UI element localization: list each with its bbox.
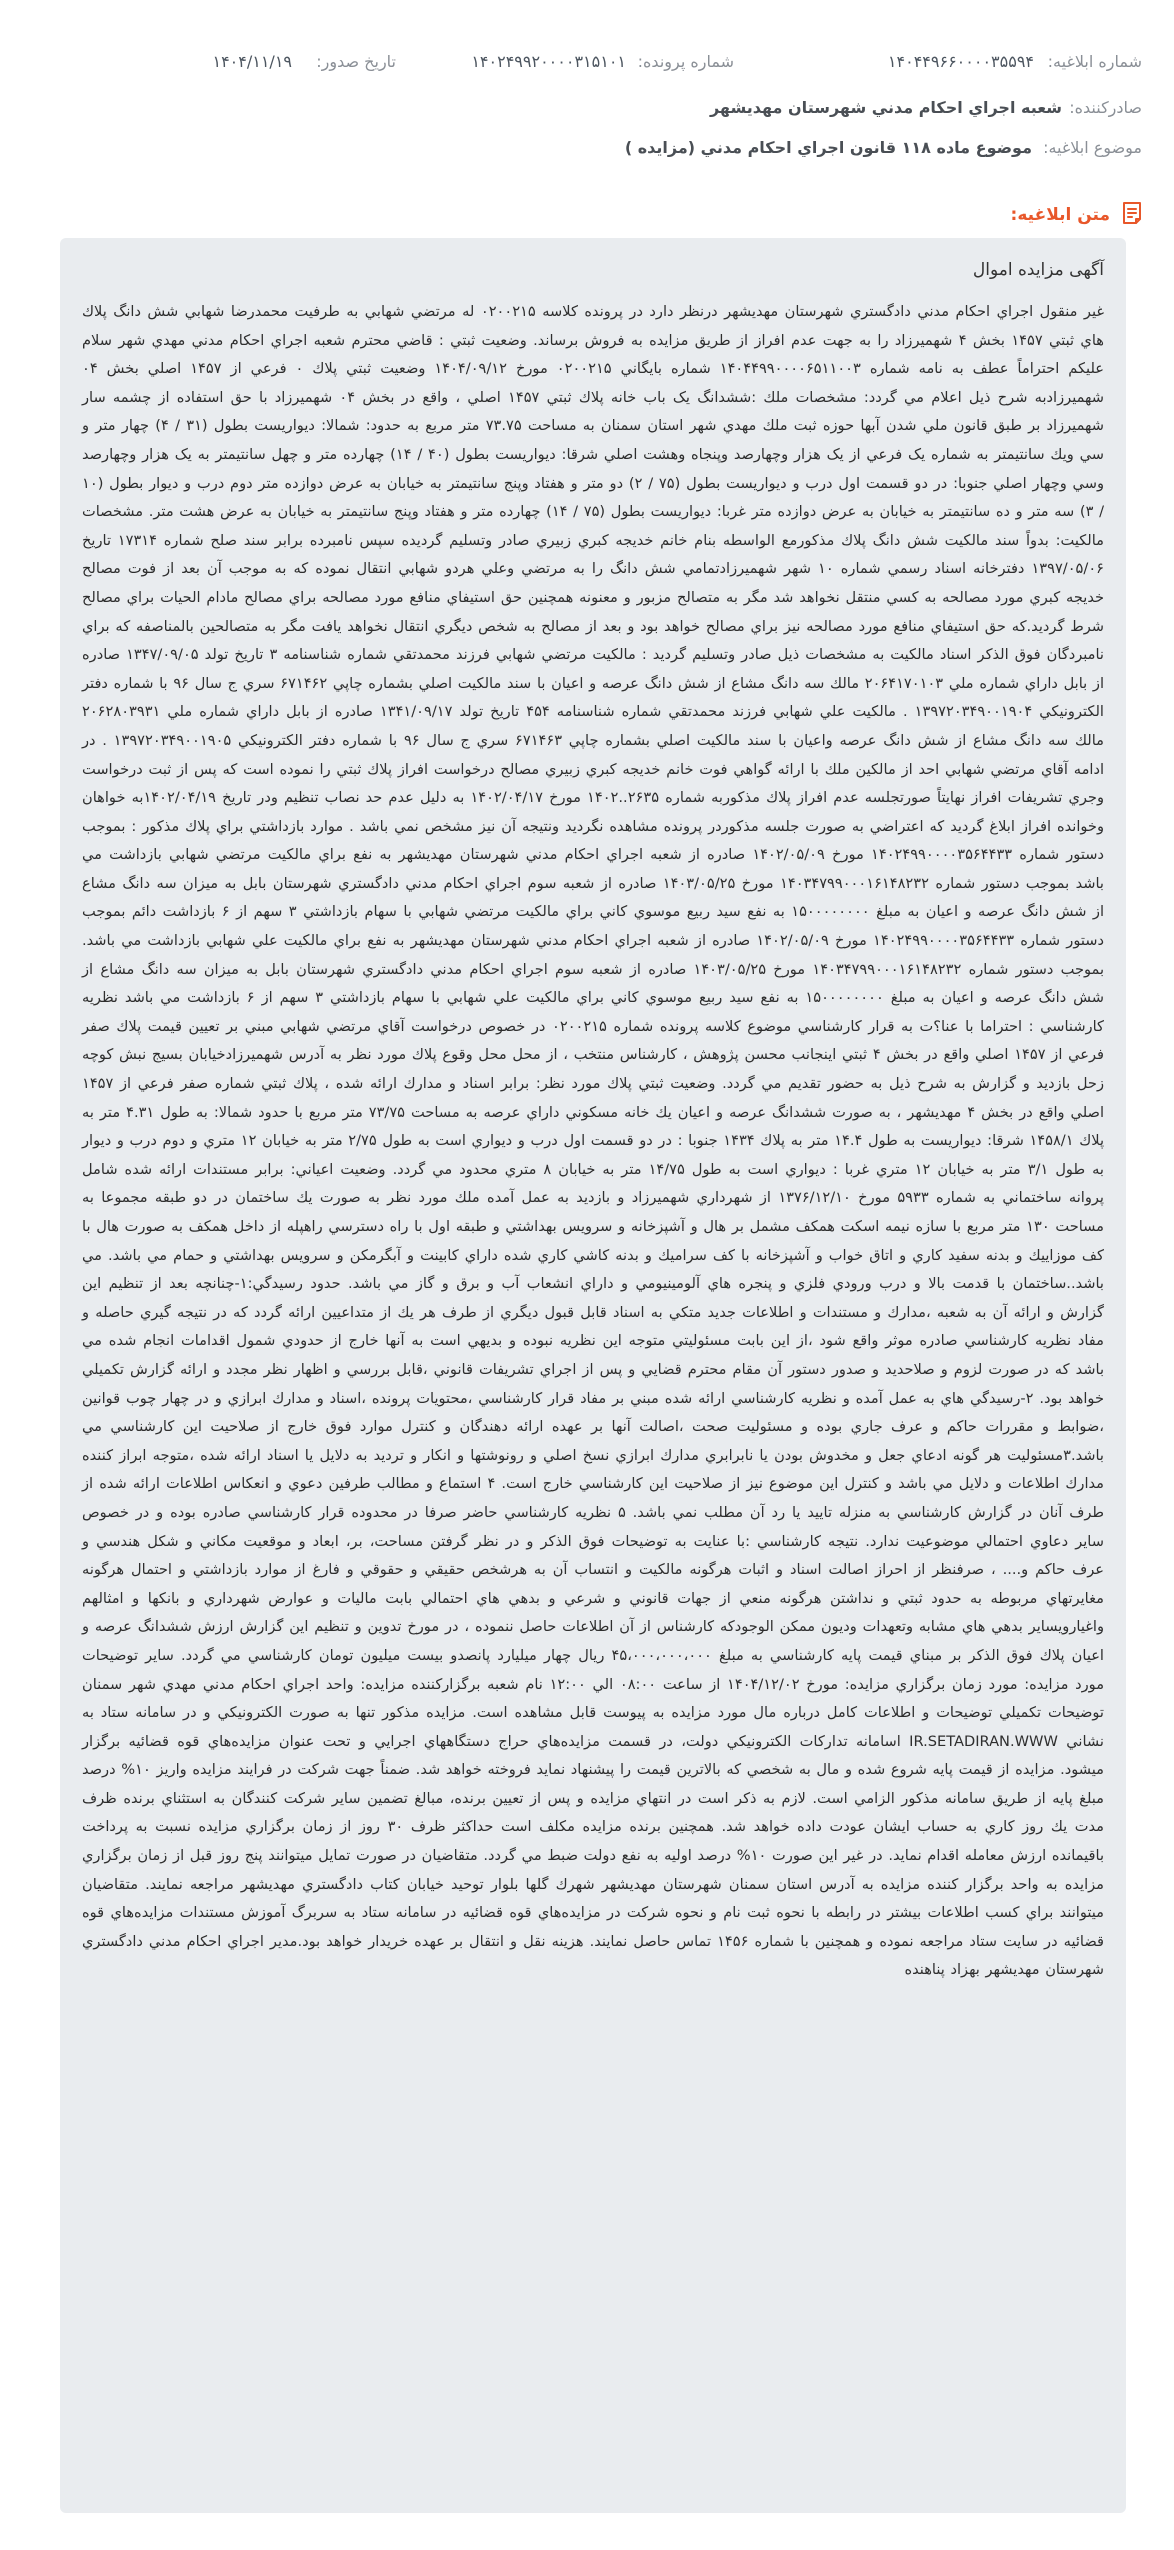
case-number-label: شماره پرونده: bbox=[637, 52, 734, 71]
subject-value: موضوع ماده ۱۱۸ قانون اجراي احكام مدني (مزايده ) bbox=[624, 138, 1032, 157]
case-number-value: ۱۴۰۲۴۹۹۲۰۰۰۰۳۱۵۱۰۱ bbox=[471, 52, 626, 71]
notice-number-label: شماره ابلاغیه: bbox=[1047, 52, 1142, 71]
issuer-label: صادرکننده: bbox=[1069, 98, 1142, 117]
notice-text-heading-label: متن ابلاغیه: bbox=[1010, 204, 1110, 225]
subject-label: موضوع ابلاغیه: bbox=[1043, 138, 1142, 157]
notice-number-value: ۱۴۰۴۴۹۶۶۰۰۰۰۳۵۵۹۴ bbox=[887, 52, 1034, 71]
notice-meta-row bbox=[0, 52, 1174, 88]
issuer-row bbox=[0, 98, 1174, 134]
notice-text-heading bbox=[1011, 198, 1146, 231]
issue-date-label: تاریخ صدور: bbox=[316, 52, 396, 71]
subject-row bbox=[0, 138, 1174, 174]
notice-body: غير منقول اجراي احكام مدني دادگستري شهرستان مهديشهر درنظر دارد در پرونده كلاسه ۰۲۰۰۲۱۵ له مرتضي شهابي به طرفيت محمدرضا شهابي شش دانگ پلاك هاي ثبتي ۱۴۵۷ بخش ۴ شهميرزاد را به جهت عدم افراز از طريق مزايده به فروش برساند. وضعيت ثبتي : قاضي محترم شعبه اجراي احكام مدني مهدي شهر سلام عليكم احتراماً عطف به نامه شماره ۱۴۰۴۴۹۹۰۰۰۰۶۵۱۱۰۰۳ شماره بايگاني ۰۲۰۰۲۱۵ مورخ ۱۴۰۴/۰۹/۱۲ وضعيت ثبتي پلاك ۰ فرعي از ۱۴۵۷ اصلي بخش ۰۴ شهميرزادبه شرح ذيل اعلام مي گردد: مشخصات ملك :ششدانگ يک باب خانه پلاك ثبتي ۱۴۵۷ اصلي ، واقع در بخش ۰۴ شهميرزاد با حق استفاده از چشمه سار شهميرزاد بر طبق قانون ملي شدن آبها حوزه ثبت ملك مهدي شهر استان سمنان به مساحت ۷۳.۷۵ متر مربع به حدود: شمالا: ديواريست بطول (۳۱ / ۴) چهار متر و سي ويك سانتيمتر به شماره يک فرعي از يک هزار وچهارصد وپنجاه وهشت اصلي شرقا: ديواريست بطول (۴۰ / ۱۴) چهارده متر و چهل سانتيمتر به يک هزار وچهارصد وسي وچهار اصلي جنوبا: در دو قسمت اول درب و ديواريست بطول (۷۵ / ۲) دو متر و هفتاد وپنج سانتيمتر به خيابان به عرض دوازده متر دوم درب و ديوار بطول (۱۰ / ۳) سه متر و ده سانتيمتر به خيابان به عرض دوازده متر غربا: ديواريست بطول (۷۵ / ۱۴) چهارده متر و هفتاد وپنج سانتيمتر به خيابان به عرض هشت متر. مشخصات مالكيت: بدواً سند مالكيت شش دانگ پلاك مذكورمع الواسطه بنام خانم خديجه كبري زبيري صادر وتسليم گرديده سپس نامبرده برابر سند صلح شماره ۱۷۳۱۴ تاريخ ۱۳۹۷/۰۵/۰۶ دفترخانه اسناد رسمي شماره ۱۰ شهر شهميرزادتمامي شش دانگ را به مرتضي وعلي هردو شهابي انتقال نموده كه به موجب آن بعد از فوت مصالح خديجه كبري مورد مصالحه به كسي منتقل نخواهد شد مگر به متصالح مزبور و معنونه همچنين حق استيفاي منافع مورد مصالحه براي مصالح مادام الحيات براي مصالح شرط گرديد.كه حق استيفاي منافع مورد مصالحه نيز براي مصالح خواهد بود و بعد از مصالح به شخص ديگري انتقال نخواهد يافت مگر به متصالحين بالمناصفه كه براي نامبردگان فوق الذكر اسناد مالكيت به مشخصات ذيل صادر وتسليم گرديد : مالكيت مرتضي شهابي فرزند محمدتقي شماره شناسنامه ۳ تاريخ تولد ۱۳۴۷/۰۹/۰۵ صادره از بابل داراي شماره ملي ۲۰۶۴۱۷۰۱۰۳ مالك سه دانگ مشاع از شش دانگ عرصه و اعيان با سند مالكيت اصلي بشماره چاپي ۶۷۱۴۶۲ سري ج سال ۹۶ با شماره دفتر الكترونيكي ۱۳۹۷۲۰۳۴۹۰۰۱۹۰۴ . مالكيت علي شهابي فرزند محمدتقي شماره شناسنامه ۴۵۴ تاريخ تولد ۱۳۴۱/۰۹/۱۷ صادره از بابل داراي شماره ملي ۲۰۶۲۸۰۳۹۳۱ مالك سه دانگ مشاع از شش دانگ عرصه واعيان با سند مالكيت اصلي بشماره چاپي ۶۷۱۴۶۳ سري ج سال ۹۶ با شماره دفتر الكترونيكي ۱۳۹۷۲۰۳۴۹۰۰۱۹۰۵ . در ادامه آقاي مرتضي شهابي احد از مالكين ملك با ارائه گواهي فوت خانم خديجه كبري زبيري مصالح درخواست افراز پلاك ثبتي را نموده است كه پس از ثبت درخواست وجري تشريفات افراز نهايتاً صورتجلسه عدم افراز پلاك مذكوربه شماره ۲۶۳۵..۱۴۰۲ مورخ ۱۴۰۲/۰۴/۱۷ به دليل عدم حد نصاب تنظيم ودر تاريخ ۱۴۰۲/۰۴/۱۹به خواهان وخوانده افراز ابلاغ گرديد كه اعتراضي به صورت جلسه مذكوردر پرونده مشاهده نگرديد ونتيجه آن نيز مشخص نمي باشد . موارد بازداشتي براي پلاك مذكور : بموجب دستور شماره ۱۴۰۲۴۹۹۰۰۰۰۳۵۶۴۴۳۳ مورخ ۱۴۰۲/۰۵/۰۹ صادره از شعبه اجراي احكام مدني شهرستان مهديشهر به نفع براي مالكيت مرتضي شهابي بازداشت مي باشد بموجب دستور شماره ۱۴۰۳۴۷۹۹۰۰۰۱۶۱۴۸۲۳۲ مورخ ۱۴۰۳/۰۵/۲۵ صادره از شعبه سوم اجراي احكام مدني دادگستري شهرستان بابل به ميزان سه دانگ مشاع از شش دانگ عرصه و اعيان به مبلغ ۱۵۰۰۰۰۰۰۰۰ به نفع سيد ربيع موسوي كاني براي مالكيت مرتضي شهابي با سهام بازداشتي ۳ سهم از ۶ بازداشت دائم بموجب دستور شماره ۱۴۰۲۴۹۹۰۰۰۰۳۵۶۴۴۳۳ مورخ ۱۴۰۲/۰۵/۰۹ صادره از شعبه اجراي احكام مدني شهرستان مهديشهر به نفع براي مالكيت علي شهابي بازداشت مي باشد. بموجب دستور شماره ۱۴۰۳۴۷۹۹۰۰۰۱۶۱۴۸۲۳۲ مورخ ۱۴۰۳/۰۵/۲۵ صادره از شعبه سوم اجراي احكام مدني دادگستري شهرستان بابل به ميزان سه دانگ مشاع از شش دانگ عرصه و اعيان به مبلغ ۱۵۰۰۰۰۰۰۰۰ به نفع سيد ربيع موسوي كاني براي مالكيت علي شهابي با سهام بازداشتي ۳ سهم از ۶ بازداشت مي باشد نظريه كارشناسي : احتراما با عنا؟ت به قرار كارشناسي موضوع كلاسه پرونده شماره ۰۲۰۰۲۱۵ در خصوص درخواست آقاي مرتضي شهابي مبني بر تعيين قيمت پلاك صفر فرعي از ۱۴۵۷ اصلي واقع در بخش ۴ ثبتي اينجانب محسن پژوهش ، كارشناس منتخب ، از محل محل وقوع پلاك مورد نظر به آدرس شهميرزادخيابان بسيج نبش كوچه زحل بازديد و گزارش به شرح ذيل به حضور تقديم مي گردد. وضعيت ثبتي پلاك مورد نظر: برابر اسناد و مدارك ارائه شده ، پلاك ثبتي شماره صفر فرعي از ۱۴۵۷ اصلي واقع در بخش ۴ مهديشهر ، به صورت ششدانگ عرصه و اعيان يك خانه مسكوني داراي عرصه به مساحت ۷۳/۷۵ متر مربع با حدود شمالا: به طول ۴.۳۱ متر به پلاك ۱۴۵۸/۱ شرقا: ديواريست به طول ۱۴.۴ متر به پلاك ۱۴۳۴ جنوبا : در دو قسمت اول درب و ديواري است به طول ۲/۷۵ متر به خيابان ۱۲ متري و دوم درب و ديوار به طول ۳/۱ متر به خيابان ۱۲ متري غربا : ديواري است به طول ۱۴/۷۵ متر به خيابان ۸ متري محدود مي گردد. وضعيت اعياني: برابر مستندات ارائه شده شامل پروانه ساختماني به شماره ۵۹۳۳ مورخ ۱۳۷۶/۱۲/۱۰ از شهرداري شهميرزاد و بازديد به عمل آمده ملك مورد نظر به صورت يك ساختمان در دو طبقه مجموعا به مساحت ۱۳۰ متر مربع با سازه نيمه اسكت همكف مشمل بر هال و آشپزخانه و سرويس بهداشتي و طبقه اول با راه دسترسي راهپله از داخل همكف به صورت هال با كف موزاييك و بدنه سفيد كاري و اتاق خواب و آشپزخانه با كف سراميك و بدنه كاشي كاري شده داراي كابينت و آبگرمكن و سرويس بهداشتي و حمام مي باشد. مي باشد..ساختمان با قدمت بالا و درب ورودي فلزي و پنجره هاي آلومينيومي و داراي انشعاب آب و برق و گاز مي باشد. حدود رسيدگي:۱-چنانچه بعد از تنظيم اين گزارش و ارائه آن به شعبه ،مدارك و مستندات و اطلاعات جديد متكي به اسناد قابل قبول ديگري از طرف هر يك از متداعيين ارائه گردد كه در نتيجه گيري حاصله و مفاد نظريه كارشناسي صادره موثر واقع شود ،از اين بابت مسئوليتي متوجه اين نظريه نبوده و بديهي است به آنها خارج از حدودي شمول اقدامات انجام شده مي باشد كه در صورت لزوم و صلاحديد و صدور دستور آن مقام محترم قضايي و پس از اجراي تشريفات قانوني ،قابل بررسي و اظهار نظر مجدد و ارائه گزارش تكميلي خواهد بود. ۲-رسيدگي هاي به عمل آمده و نظريه كارشناسي ارائه شده مبني بر مفاد قرار كارشناسي ،محتويات پرونده ،اسناد و مدارك ابرازي و در چهار چوب قوانين ،ضوابط و مقررات حاكم و عرف جاري بوده و مسئوليت صحت ،اصالت آنها بر عهده ارائه دهندگان و كنترل موارد فوق خارج از صلاحيت اين كارشناسي مي باشد.۳مسئوليت هر گونه ادعاي جعل و مخدوش بودن يا نابرابري مدارك ابرازي نسخ اصلي و رونوشتها و انكار و ترديد به دلايل يا اسناد ارائه شده ،متوجه ابراز كننده مدارك اطلاعات و دلايل مي باشد و كنترل اين موضوع نيز از صلاحيت اين كارشناسي خارج است. ۴ استماع و مطالب طرفين دعوي و انعكاس اطلاعات ارائه شده از طرف آنان در گزارش كارشناسي به منزله تاييد يا رد آن مطلب نمي باشد. ۵ نظريه كارشناسي حاضر صرفا در محدوده قرار كارشناسي صادره بوده و در خصوص ساير دعاوي احتمالي موضوعيت ندارد. نتيجه كارشناسي :با عنايت به توضيحات فوق الذكر و در نظر گرفتن مساحت، بر، ابعاد و موقعيت مكاني و شكل هندسي و عرف حاكم و.... ، صرفنظر از احراز اصالت اسناد و اثبات هرگونه مالكيت و انتساب آن به هرشخص حقيقي و حقوقي و فارغ از موارد بازداشتي و احتمال هرگونه مغايرتهاي مربوطه به حدود ثبتي و نداشتن هرگونه منعي از جهات قانوني و شرعي و بدهي هاي احتمالي بابت ماليات و عوارض شهرداري و بانكها و امثالهم واغيارويساير بدهي هاي مشابه وتعهدات وديون ممكن الوجودكه كارشناس از آن اطلاعات حاصل ننموده ، در مورخ تدوين و تنظيم اين گزارش ارزش ششدانگ عرصه و اعيان پلاك فوق الذكر بر مبناي قيمت پايه كارشناسي به مبلغ ۴۵،۰۰۰،۰۰۰،۰۰۰ ريال چهار ميليارد پانصدو بيست ميليون تومان كارشناسي مي گردد. ساير توضيحات مورد مزايده: مورد زمان برگزاري مزايده: مورخ ۱۴۰۴/۱۲/۰۲ از ساعت ۰۸:۰۰ الي ۱۲:۰۰ نام شعبه برگزاركننده مزايده: واحد اجراي احكام مدني مهدي شهر سمنان توضيحات تكميلي توضيحات و اطلاعات كامل درباره مال مورد مزايده به پيوست قابل مشاهده است. مزايده مذكور تنها به صورت الكترونيكي و در سامانه ستاد به نشاني IR.SETADIRAN.WWW اسامانه تداركات الكترونيكي دولت، در قسمت مزايده‌هاي حراج دستگاههاي اجرايي و تحت عنوان مزايده‌هاي قوه قضائيه برگزار ميشود. مزايده از قيمت پايه شروع شده و مال به شخصي كه بالاترين قيمت را پيشنهاد نمايد فروخته خواهد شد. ضمناً جهت شركت در فرايند مزايده واريز ۱۰% درصد مبلغ پايه از طريق سامانه مذكور الزامي است. لازم به ذكر است در انتهاي مزايده و پس از تعيين برنده، مبالغ تضمين ساير شركت كنندگان به استثناي برنده ظرف مدت يك روز كاري به حساب ايشان عودت داده خواهد شد. همچنين برنده مزايده مكلف است حداكثر ظرف ۳۰ روز از زمان برگزاري مزايده نسبت به پرداخت باقيمانده ارزش معامله اقدام نمايد. در غير اين صورت ۱۰% درصد اوليه به نفع دولت ضبط مي گردد. متقاضيان در صورت تمايل ميتوانند پنج روز قبل از زمان برگزاري مزايده به واحد برگزار كننده مزايده به آدرس استان سمنان شهرستان مهديشهر شهرك گلها بلوار توحيد خيابان كتاب دادگستري مهديشهر مراجعه نمايند. متقاضيان ميتوانند براي كسب اطلاعات بيشتر در رابطه با نحوه ثبت نام و نحوه شركت در مزايده‌هاي قوه قضائيه در سامانه ستاد به سربرگ آموزش مستندات مزايده‌هاي قوه قضائيه در سايت ستاد مراجعه نموده و همچنين با شماره ۱۴۵۶ تماس حاصل نمايند. هزينه نقل و انتقال بر عهده خريدار خواهد بود.مدير اجراي احكام مدني دادگستري شهرستان مهديشهر بهزاد پناهنده bbox=[82, 303, 1105, 1979]
notice-title: آگهی مزایده اموال bbox=[972, 260, 1104, 280]
notice-content-box bbox=[60, 238, 1126, 2513]
issuer-value: شعبه اجراي احكام مدني شهرستان مهديشهر bbox=[709, 98, 1062, 117]
issue-date-value: ۱۴۰۴/۱۱/۱۹ bbox=[212, 52, 292, 71]
document-text-icon bbox=[1118, 198, 1146, 231]
